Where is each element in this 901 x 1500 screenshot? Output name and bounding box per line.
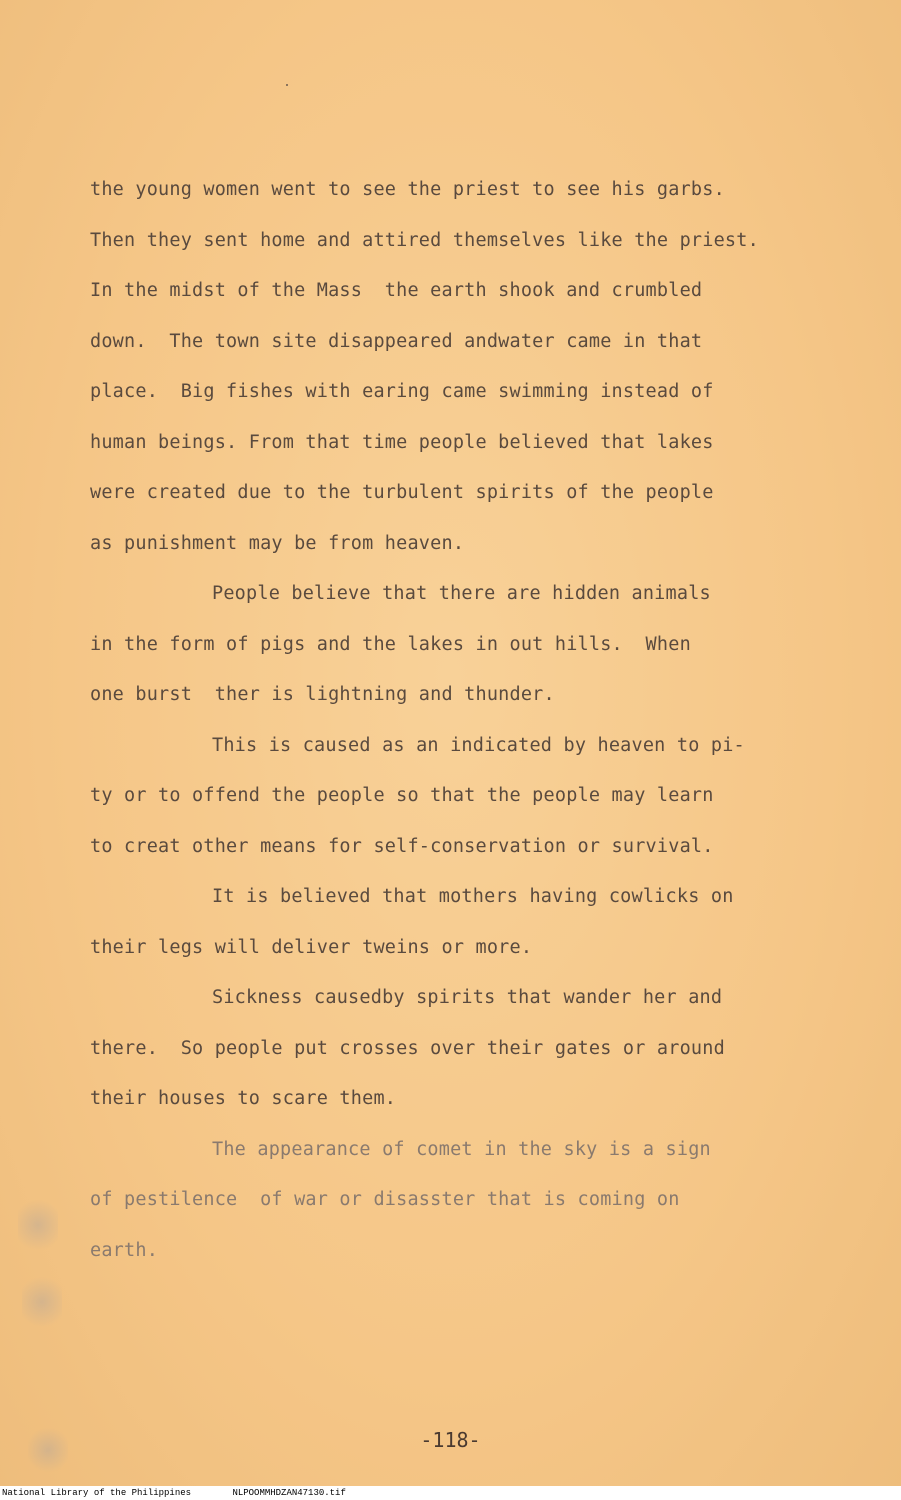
text-line: to creat other means for self-conservation or survival. bbox=[90, 835, 714, 857]
text-line: People believe that there are hidden animals bbox=[212, 583, 711, 604]
text-line: their legs will deliver tweins or more. bbox=[90, 936, 533, 958]
text-line: one burst ther is lightning and thunder. bbox=[90, 684, 555, 705]
text-line: their houses to scare them. bbox=[90, 1088, 397, 1109]
text-line: earth. bbox=[90, 1239, 159, 1261]
typed-text-body bbox=[90, 170, 860, 1281]
text-line: In the midst of the Mass the earth shook and crumbled bbox=[90, 280, 703, 301]
paper-stain bbox=[22, 1272, 62, 1332]
scan-filename: NLPOOMMHDZAN47130.tif bbox=[232, 1488, 346, 1498]
text-line: down. The town site disappeared andwater came in that bbox=[90, 330, 703, 352]
text-line: human beings. From that time people believed that lakes bbox=[90, 431, 714, 453]
text-line: there. So people put crosses over their gates or around bbox=[90, 1037, 725, 1059]
text-line: were created due to the turbulent spirits of the people bbox=[90, 482, 714, 503]
ink-speck bbox=[286, 84, 288, 86]
text-line: Sickness causedby spirits that wander her and bbox=[212, 987, 723, 1008]
text-line: in the form of pigs and the lakes in out hills. When bbox=[90, 633, 691, 655]
text-line: Then they sent home and attired themselves like the priest. bbox=[90, 229, 759, 251]
text-line: place. Big fishes with earing came swimming instead of bbox=[90, 381, 714, 402]
text-line: The appearance of comet in the sky is a sign bbox=[212, 1138, 711, 1160]
paper-stain bbox=[18, 1195, 58, 1255]
scan-footer bbox=[0, 1486, 901, 1500]
text-line: the young women went to see the priest to see his garbs. bbox=[90, 179, 725, 200]
text-line: It is believed that mothers having cowlicks on bbox=[212, 886, 734, 907]
library-credit: National Library of the Philippines bbox=[2, 1488, 192, 1498]
text-line: as punishment may be from heaven. bbox=[90, 532, 465, 554]
text-line: ty or to offend the people so that the people may learn bbox=[90, 785, 714, 806]
text-line: This is caused as an indicated by heaven to pi- bbox=[212, 734, 745, 756]
text-line: of pestilence of war or disasster that is coming on bbox=[90, 1189, 680, 1210]
page-number: -118- bbox=[420, 1428, 481, 1452]
